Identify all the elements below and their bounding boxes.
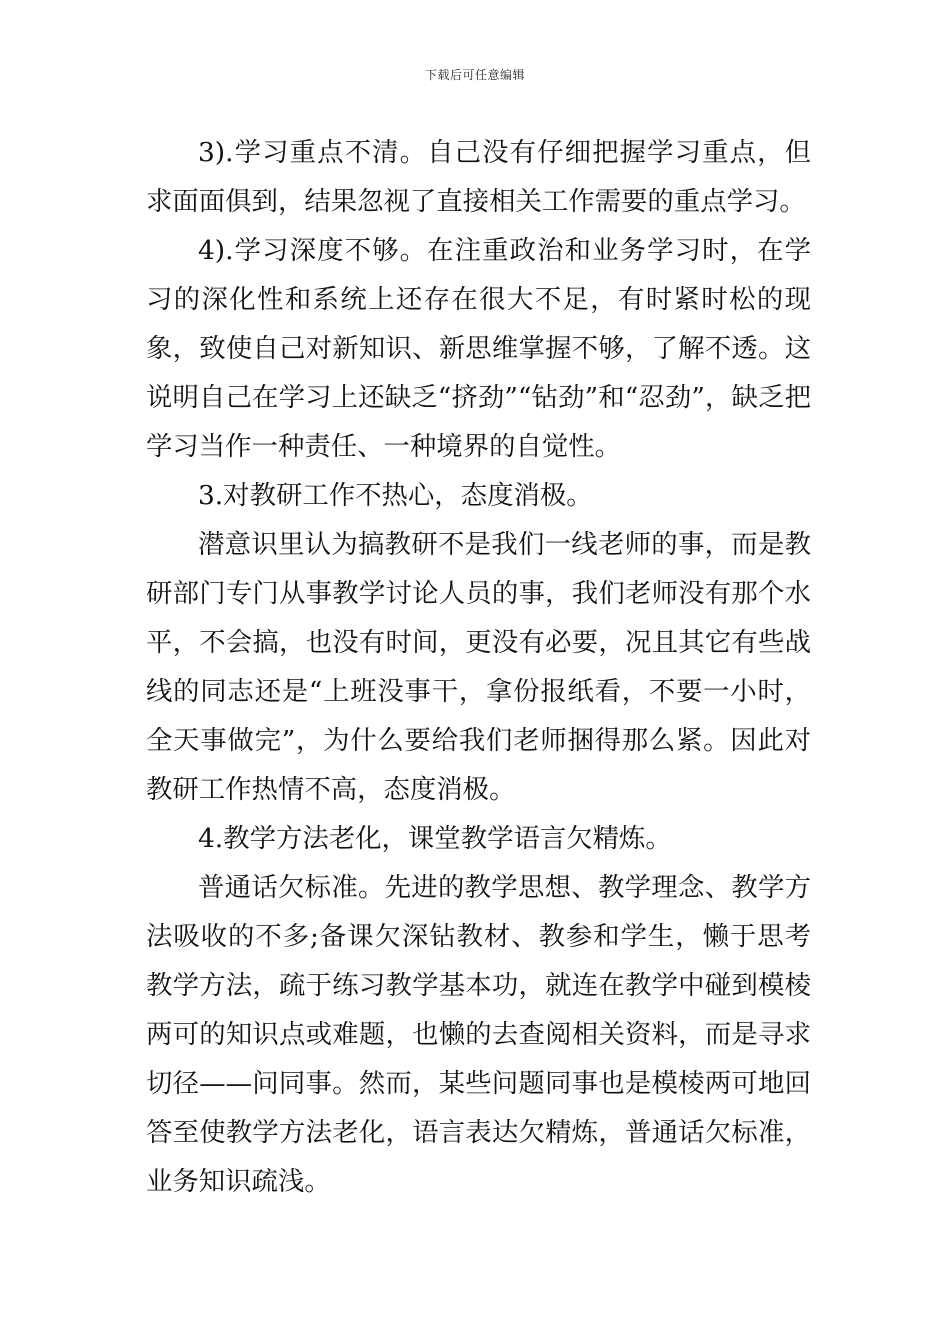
paragraph-research-attitude: 潜意识里认为搞教研不是我们一线老师的事，而是教研部门专门从事教学讨论人员的事，我们老师没有那个水平，不会搞，也没有时间，更没有必要，况且其它有些战线的同志还是“上班没事干，拿份报纸看，不要一小时，全天事做完”，为什么要给我们老师捆得那么紧。因此对教研工作热情不高，态度消极。 xyxy=(146,529,811,805)
header-note: 下载后可任意编辑 xyxy=(424,68,525,82)
paragraph-heading-teaching-methods: 4.教学方法老化，课堂教学语言欠精炼。 xyxy=(198,823,672,854)
paragraph-study-focus: 3).学习重点不清。自己没有仔细把握学习重点，但求面面俱到，结果忽视了直接相关工作需要的重点学习。 xyxy=(146,137,811,217)
paragraph-study-depth: 4).学习深度不够。在注重政治和业务学习时，在学习的深化性和系统上还存在很大不足，有时紧时松的现象，致使自己对新知识、新思维掌握不够，了解不透。这说明自己在学习上还缺乏“挤劲”“钻劲”和“忍劲”，缺乏把学习当作一种责任、一种境界的自觉性。 xyxy=(146,235,811,462)
paragraph-heading-research: 3.对教研工作不热心，态度消极。 xyxy=(198,480,593,511)
document-body xyxy=(146,128,811,1206)
paragraph-teaching-methods: 普通话欠标准。先进的教学思想、教学理念、教学方法吸收的不多;备课欠深钻教材、教参和学生，懒于思考教学方法，疏于练习教学基本功，就连在教学中碰到模棱两可的知识点或难题，也懒的去查阅相关资料，而是寻求切径——问同事。然而，某些问题同事也是模棱两可地回答至使教学方法老化，语言表达欠精炼，普通话欠标准，业务知识疏浅。 xyxy=(146,872,811,1197)
